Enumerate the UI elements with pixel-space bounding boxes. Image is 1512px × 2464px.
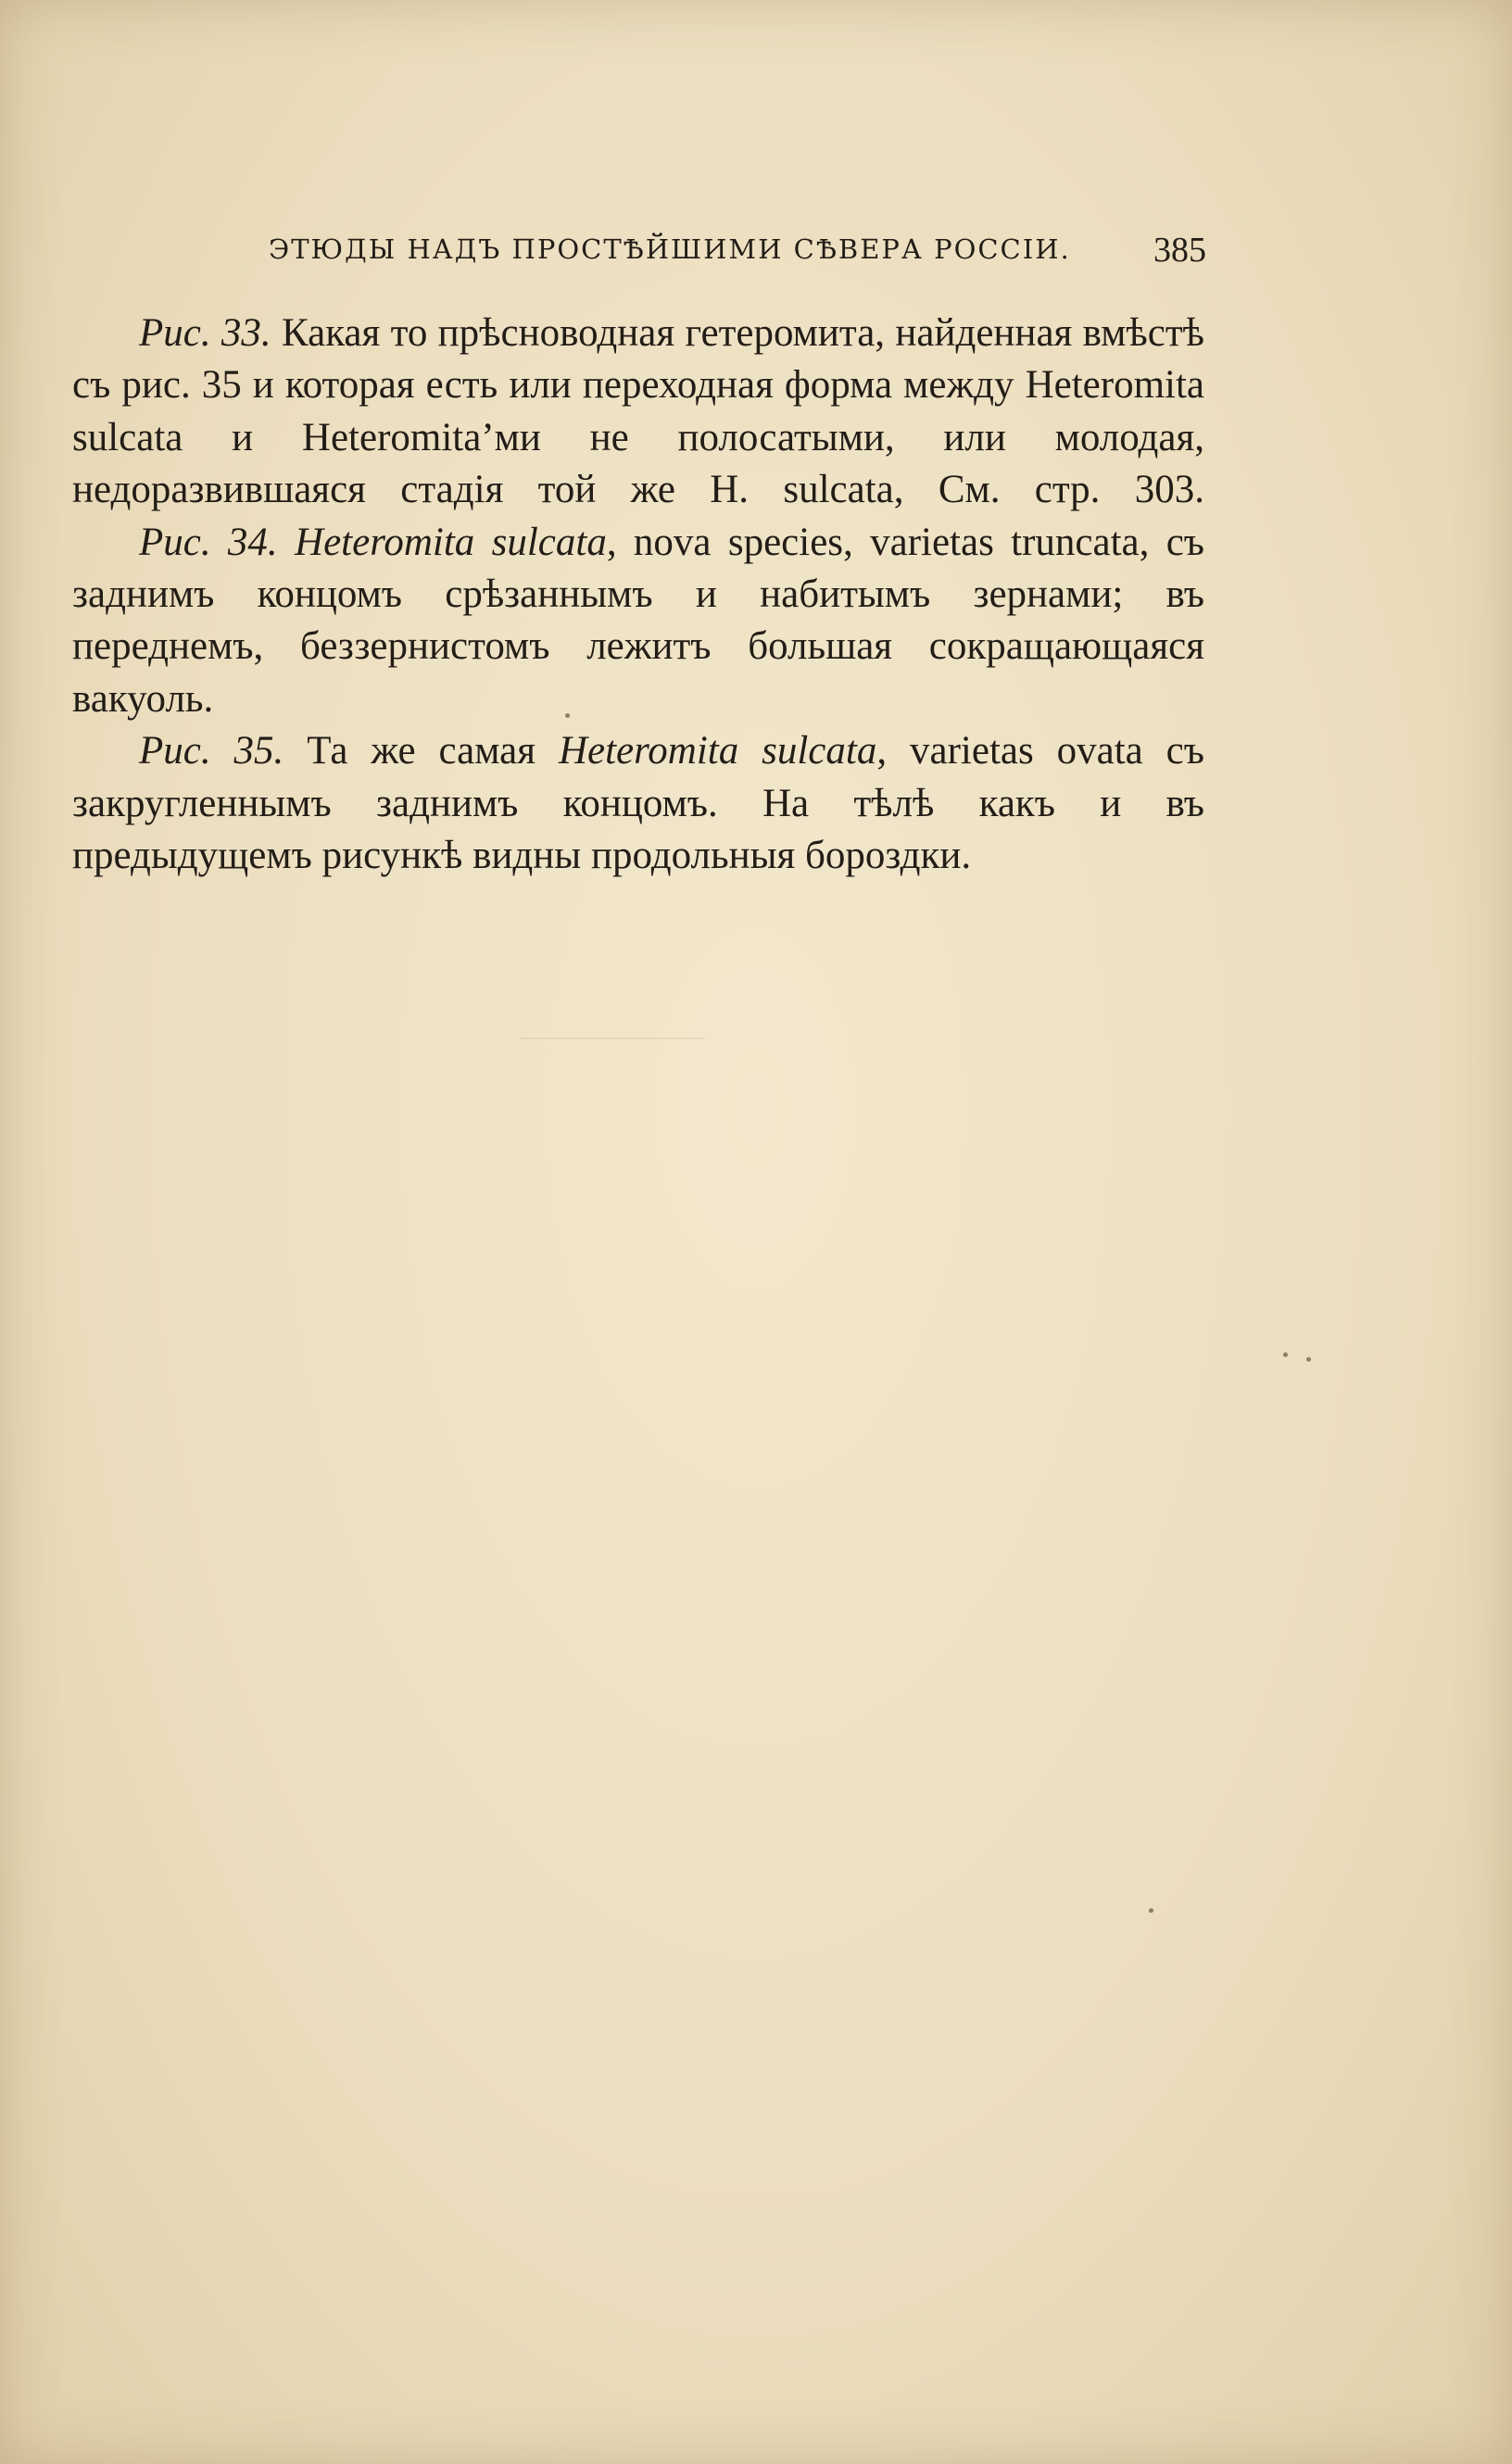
ink-speck	[1149, 1908, 1153, 1913]
figure-label: Рис. 33.	[139, 311, 271, 355]
figure-label: Рис. 35.	[139, 729, 284, 773]
show-through-rule	[519, 1037, 704, 1039]
caption-text-end: , varietas ovata съ закругленнымъ заднимъ концомъ. На тѣлѣ какъ и въ предыдущемъ рисункѣ видны продольныя бороздки.	[72, 729, 1204, 878]
figure-label: Рис. 34.	[139, 520, 278, 564]
caption-fig-34	[72, 517, 1204, 726]
species-name: Heteromita sulcata	[295, 520, 607, 564]
figure-captions	[72, 308, 1204, 882]
page-number: 385	[1153, 231, 1206, 270]
running-head	[259, 230, 1214, 276]
caption-fig-35	[72, 725, 1204, 882]
caption-text: Та же самая	[284, 729, 559, 773]
species-name: Heteromita sulcata	[558, 729, 877, 773]
running-title: ЭТЮДЫ НАДЪ ПРОСТѢЙШИМИ СѢВЕРА РОССІИ.	[269, 233, 1071, 265]
ink-speck	[1306, 1357, 1311, 1362]
caption-fig-33	[72, 308, 1204, 517]
ink-speck	[1283, 1352, 1288, 1357]
ink-speck	[565, 713, 570, 718]
caption-text: , nova species, varietas truncata, съ заднимъ концомъ срѣзаннымъ и набитымъ зернами; въ переднемъ, беззернистомъ лежитъ большая сокращающаяся вакуоль.	[72, 520, 1205, 721]
caption-text: Какая то прѣсноводная гетеромита, найденная вмѣстѣ съ рис. 35 и которая есть или переходная форма между Heteromita sulcata и Heteromita’ми не полосатыми, или молодая, недоразвившаяся стадія той же H. sulcata, См. стр. 303.	[72, 311, 1204, 512]
